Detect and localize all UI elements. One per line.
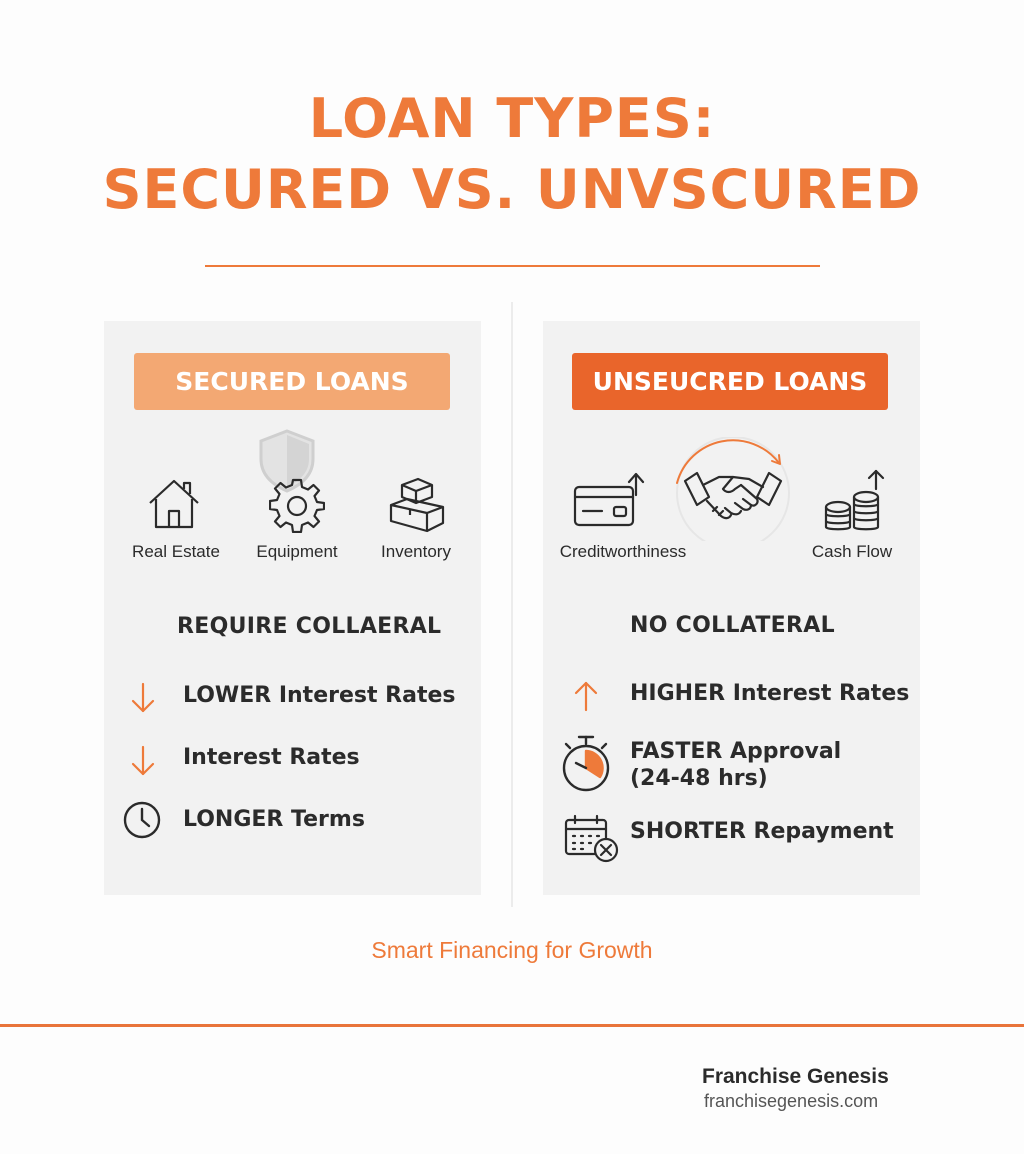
arrow-down-icon [129, 744, 157, 778]
title-divider [205, 265, 820, 267]
unsecured-feature-approval-time: (24-48 hrs) [630, 766, 768, 791]
arrow-up-icon [572, 679, 600, 713]
handshake-icon [671, 437, 795, 541]
secured-collateral-heading: REQUIRE COLLAERAL [177, 614, 442, 639]
page-title-line-1: LOAN TYPES: [308, 87, 716, 150]
unsecured-loans-panel [543, 321, 920, 895]
calendar-x-icon [563, 813, 621, 865]
brand-url: franchisegenesis.com [704, 1091, 879, 1111]
clock-icon [122, 800, 162, 840]
unsecured-feature-faster-approval: FASTER Approval [630, 739, 842, 764]
category-label-equipment: Equipment [256, 542, 338, 561]
footer-divider [0, 1024, 1024, 1027]
secured-loans-panel [104, 321, 481, 895]
gear-icon [269, 477, 325, 533]
brand-name: Franchise Genesis [702, 1065, 889, 1088]
coins-icon [822, 469, 888, 533]
category-label-creditworthiness: Creditworthiness [559, 542, 687, 561]
secured-feature-lower-rates: LOWER Interest Rates [183, 683, 456, 708]
boxes-icon [388, 475, 446, 535]
secured-feature-interest-rates: Interest Rates [183, 745, 360, 770]
column-divider [511, 302, 513, 907]
stopwatch-icon [560, 733, 612, 793]
house-icon [146, 477, 202, 531]
unsecured-loans-banner: UNSEUCRED LOANS [572, 353, 888, 410]
category-label-real-estate: Real Estate [132, 542, 220, 561]
secured-loans-banner: SECURED LOANS [134, 353, 450, 410]
arrow-down-icon [129, 681, 157, 715]
unsecured-feature-shorter-repayment: SHORTER Repayment [630, 819, 894, 844]
tagline: Smart Financing for Growth [371, 937, 653, 963]
category-label-cash-flow: Cash Flow [811, 542, 893, 561]
category-label-inventory: Inventory [381, 542, 451, 561]
unsecured-collateral-heading: NO COLLATERAL [630, 613, 835, 638]
credit-card-icon [572, 469, 648, 529]
secured-feature-longer-terms: LONGER Terms [183, 807, 365, 832]
page-title-line-2: SECURED VS. UNVSCURED [102, 158, 922, 221]
unsecured-feature-higher-rates: HIGHER Interest Rates [630, 681, 910, 706]
